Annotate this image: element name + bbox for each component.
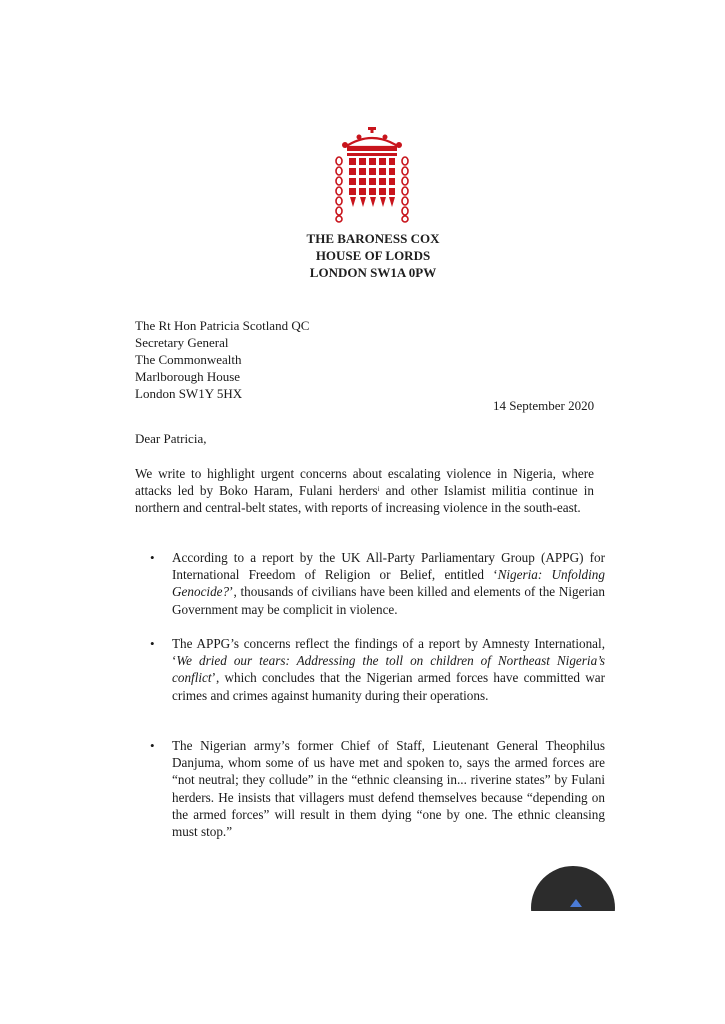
bullet-text-end: ’, which concludes that the Nigerian armed forces have committed war crimes and crimes against humanity during their operations. (172, 670, 605, 703)
letter-date: 14 September 2020 (493, 398, 595, 413)
bullet-text (172, 737, 605, 840)
bullet-dot: • (150, 636, 155, 651)
recipient-building: Marlborough House (135, 369, 241, 384)
sender-name: THE BARONESS COX (306, 231, 440, 246)
list-item (135, 737, 605, 840)
recipient-name: The Rt Hon Patricia Scotland QC (135, 318, 310, 333)
bullet-dot: • (150, 550, 155, 565)
recipient-title: Secretary General (135, 335, 229, 350)
portcullis-icon (327, 127, 417, 223)
recipient-city: London SW1Y 5HX (135, 386, 243, 401)
sender-house: HOUSE OF LORDS (315, 248, 431, 263)
salutation: Dear Patricia, (135, 431, 207, 446)
bullet-text (172, 635, 605, 704)
bullet-text-start: The Nigerian army’s former Chief of Staff, Lieutenant General Theophilus Danjuma, whom some of us have met and spoken to, says the armed forces are “not neutral; they collude” in the “ethnic cleansing in... riverine states” by Fulani herders. He insists that villagers must defend themselves because “depending on the armed forces” will result in them dying “one by one. The ethnic cleansing must stop.” (172, 738, 605, 840)
report-title: Nigeria: Unfolding Genocide? (172, 567, 605, 600)
bullet-dot: • (150, 738, 155, 753)
letterhead (262, 230, 484, 281)
footnote-marker: i (377, 485, 380, 493)
page-background-strip (520, 911, 630, 971)
intro-text-end: and other Islamist militia continue in northern and central-belt states, with reports of increasing violence in the south-east. (135, 483, 594, 515)
chevron-up-icon (570, 899, 582, 907)
list-item (135, 549, 605, 618)
bullet-text-start: According to a report by the UK All-Party Parliamentary Group (APPG) for International Freedom of Religion or Belief, entitled ‘ (172, 550, 605, 583)
list-item (135, 635, 605, 704)
report-title: We dried our tears: Addressing the toll on children of Northeast Nigeria’s conflict (172, 653, 605, 686)
intro-paragraph (135, 465, 594, 516)
sender-postcode: LONDON SW1A 0PW (309, 265, 437, 280)
intro-text-start: We write to highlight urgent concerns about escalating violence in Nigeria, where attacks led by Boko Haram, Fulani herders (135, 466, 594, 498)
recipient-address (135, 317, 309, 402)
bullet-text (172, 549, 605, 618)
recipient-org: The Commonwealth (135, 352, 242, 367)
bullet-text-end: ’, thousands of civilians have been killed and elements of the Nigerian Government may be complicit in violence. (172, 584, 605, 617)
bullet-text-start: The APPG’s concerns reflect the findings of a report by Amnesty International, ‘ (172, 636, 605, 669)
